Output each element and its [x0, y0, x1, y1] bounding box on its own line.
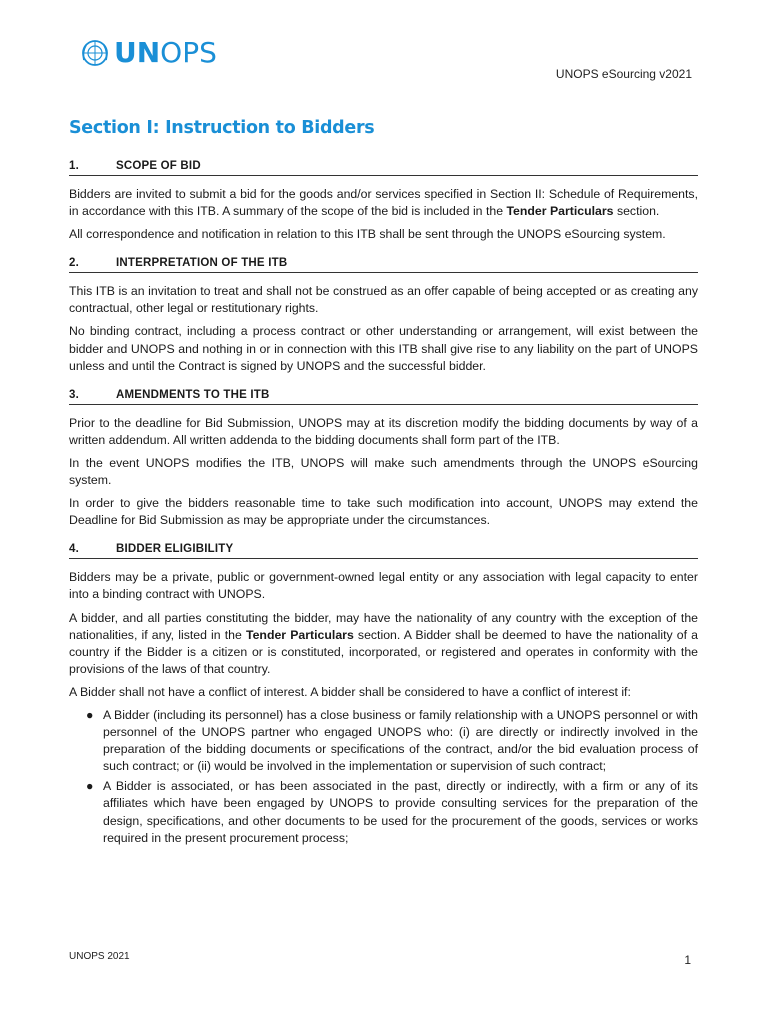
- paragraph: Prior to the deadline for Bid Submission, UNOPS may at its discretion modify the bidding documents by way of a written addendum. All written addenda to the bidding documents shall form part of the ITB.: [69, 415, 698, 447]
- paragraph: A Bidder shall not have a conflict of interest. A bidder shall be considered to have a conflict of interest if:: [69, 684, 631, 699]
- doc-version: UNOPS eSourcing v2021: [555, 67, 692, 81]
- section-heading: 2. INTERPRETATION OF THE ITB: [69, 257, 698, 273]
- paragraph: All correspondence and notification in relation to this ITB shall be sent through the UNOPS eSourcing system.: [69, 227, 666, 242]
- paragraph: This ITB is an invitation to treat and shall not be construed as an offer capable of being accepted or as creating any contractual, other legal or restitutionary rights.: [69, 284, 698, 316]
- section-heading: 4. BIDDER ELIGIBILITY: [69, 543, 698, 559]
- section-heading: 3. AMENDMENTS TO THE ITB: [69, 389, 698, 405]
- document-body: [69, 118, 698, 850]
- bullet-icon: ●: [86, 707, 94, 722]
- paragraph: In the event UNOPS modifies the ITB, UNOPS will make such amendments through the UNOPS eSourcing system.: [69, 455, 698, 488]
- footer-label: UNOPS 2021: [69, 951, 130, 962]
- paragraph: No binding contract, including a process contract or other understanding or arrangement, will exist between the bidder and UNOPS and nothing in or in connection with this ITB shall give rise to any liability on the part of UNOPS unless and until the Contract is signed by UNOPS and the successful bidder.: [69, 324, 698, 373]
- list-item: ● A Bidder is associated, or has been associated in the past, directly or indirectly, with a firm or any of its affiliates which have been engaged by UNOPS to provide consulting services for the preparation of the design, specifications, and other documents to be used for the procurement of the goods, services or works required in the present procurement process;: [86, 779, 698, 845]
- paragraph: A bidder, and all parties constituting the bidder, may have the nationality of any country with the exception of the nationalities, if any, listed in the Tender Particulars section. A Bidder shall be deemed to have the nationality of a country if the Bidder is a citizen or is constituted, incorporated, or registered and operates in conformity with the provisions of the laws of that country.: [69, 610, 699, 676]
- page-title: Section I: Instruction to Bidders: [69, 118, 375, 138]
- bullet-icon: ●: [86, 779, 94, 794]
- unops-logo: [80, 38, 217, 68]
- un-emblem-icon: [80, 38, 110, 68]
- logo-wordmark: UNOPS: [114, 36, 217, 69]
- paragraph: In order to give the bidders reasonable time to take such modification into account, UNOPS may extend the Deadline for Bid Submission as may be appropriate under the circumstances.: [69, 496, 698, 528]
- bullet-list: [69, 707, 698, 847]
- section-heading: 1. SCOPE OF BID: [69, 160, 698, 176]
- page-number: 1: [684, 953, 691, 967]
- list-item: ● A Bidder (including its personnel) has a close business or family relationship with a UNOPS personnel or with personnel of the UNOPS partner who engaged UNOPS who: (i) are directly or indirectly involved in the preparation of the bidding documents or specifications of the contract, and/or the bid evaluation process of such contract; or (ii) would be involved in the implementation or supervision of such contract;: [86, 707, 698, 774]
- paragraph: Bidders may be a private, public or government-owned legal entity or any association with legal capacity to enter into a binding contract with UNOPS.: [69, 570, 698, 602]
- paragraph: Bidders are invited to submit a bid for the goods and/or services specified in Section II: Schedule of Requirements, in accordance with this ITB. A summary of the scope of the bid is included in the Tender Particulars section.: [69, 187, 698, 219]
